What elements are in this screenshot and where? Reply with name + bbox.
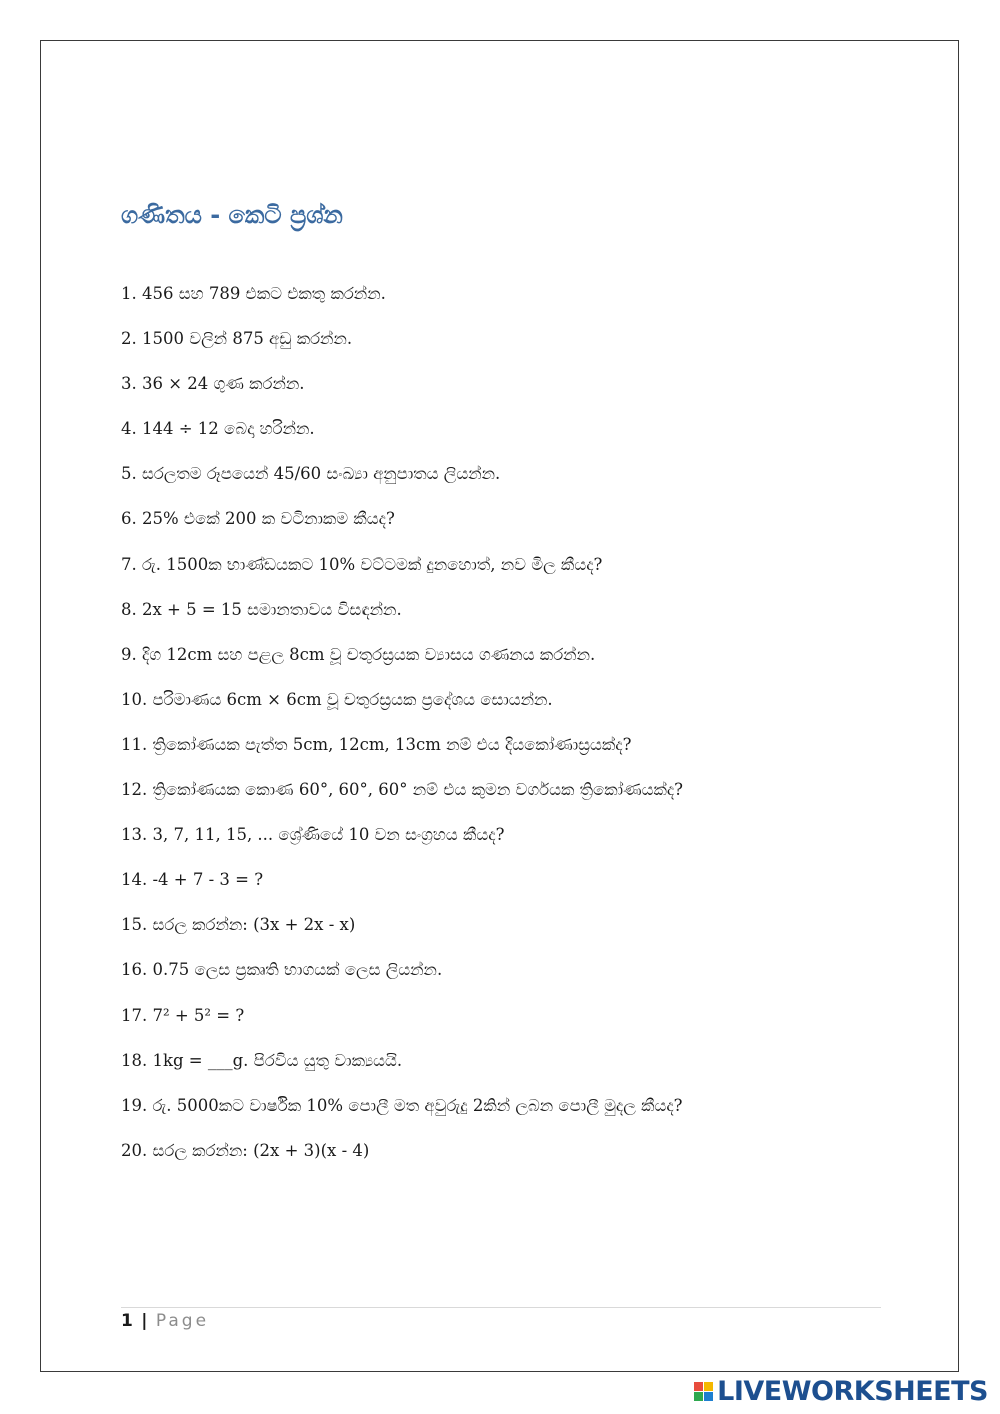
question-item: 17. 7² + 5² = ? — [121, 1005, 245, 1025]
footer-divider — [121, 1307, 881, 1308]
page-number: 1 — [121, 1311, 133, 1331]
question-item: 3. 36 × 24 ගුණ කරන්න. — [121, 374, 305, 394]
question-item: 9. දිග 12cm සහ පළල 8cm වූ චතුරස්‍රයක ව්‍යාසය ගණනය කරන්න. — [121, 644, 596, 664]
liveworksheets-wordmark: LIVEWORKSHEETS — [717, 1375, 988, 1407]
question-item: 11. ත්‍රිකෝණයක පැත්ත 5cm, 12cm, 13cm නම් එය දියකෝණාස්‍රයක්ද? — [121, 734, 632, 754]
worksheet-page — [40, 40, 959, 1372]
question-item: 5. සරලතම රූපයෙන් 45/60 සංඛ්‍යා අනුපාතය ලියන්න. — [121, 464, 501, 484]
question-item: 15. සරල කරන්න: (3x + 2x - x) — [121, 915, 356, 935]
question-item: 10. පරිමාණය 6cm × 6cm වූ චතුරස්‍රයක ප්‍රදේශය සොයන්න. — [121, 689, 553, 709]
question-item: 13. 3, 7, 11, 15, ... ශ්‍රේණියේ 10 වන සංග්‍රහය කීයද? — [121, 825, 505, 845]
question-item: 7. රු. 1500ක භාණ්ඩයකට 10% වට්ටමක් දුනහොත්, නව මිල කීයද? — [121, 554, 603, 574]
question-item: 4. 144 ÷ 12 බෙදා හරින්න. — [121, 419, 315, 439]
question-item: 1. 456 සහ 789 එකට එකතු කරන්න. — [121, 284, 386, 303]
footer-separator: | — [141, 1311, 148, 1331]
question-item: 16. 0.75 ලෙස ප්‍රකෘති භාගයක් ලෙස ලියන්න. — [121, 960, 443, 980]
question-item: 12. ත්‍රිකෝණයක කොණ 60°, 60°, 60° නම් එය කුමන වර්ගයක ත්‍රිකෝණයක්ද? — [121, 780, 684, 800]
liveworksheets-logo-icon — [694, 1382, 713, 1401]
question-item: 8. 2x + 5 = 15 සමානතාවය විසඳන්න. — [121, 599, 402, 619]
worksheet-title: ගණිතය - කෙටි ප්‍රශ්න — [121, 201, 343, 229]
logo-square-blue — [704, 1392, 713, 1401]
logo-square-yellow — [704, 1382, 713, 1391]
liveworksheets-branding[interactable] — [694, 1374, 988, 1408]
page-footer — [121, 1311, 209, 1331]
logo-square-red — [694, 1382, 703, 1391]
question-item: 20. සරල කරන්න: (2x + 3)(x - 4) — [121, 1140, 370, 1160]
question-item: 6. 25% එකේ 200 ක වටිනාකම කීයද? — [121, 509, 395, 529]
question-item: 2. 1500 වලින් 875 අඩු කරන්න. — [121, 329, 353, 349]
question-item: 19. රු. 5000කට වාර්ෂික 10% පොලී මත අවුරුදු 2කින් ලබන පොලී මුදල කීයද? — [121, 1095, 683, 1115]
question-list — [121, 269, 683, 1171]
page-label: Page — [155, 1311, 210, 1331]
logo-square-green — [694, 1392, 703, 1401]
question-item: 18. 1kg = ___g. පිරවිය යුතු වාක්‍යයයි. — [121, 1050, 403, 1070]
question-item: 14. -4 + 7 - 3 = ? — [121, 870, 264, 890]
